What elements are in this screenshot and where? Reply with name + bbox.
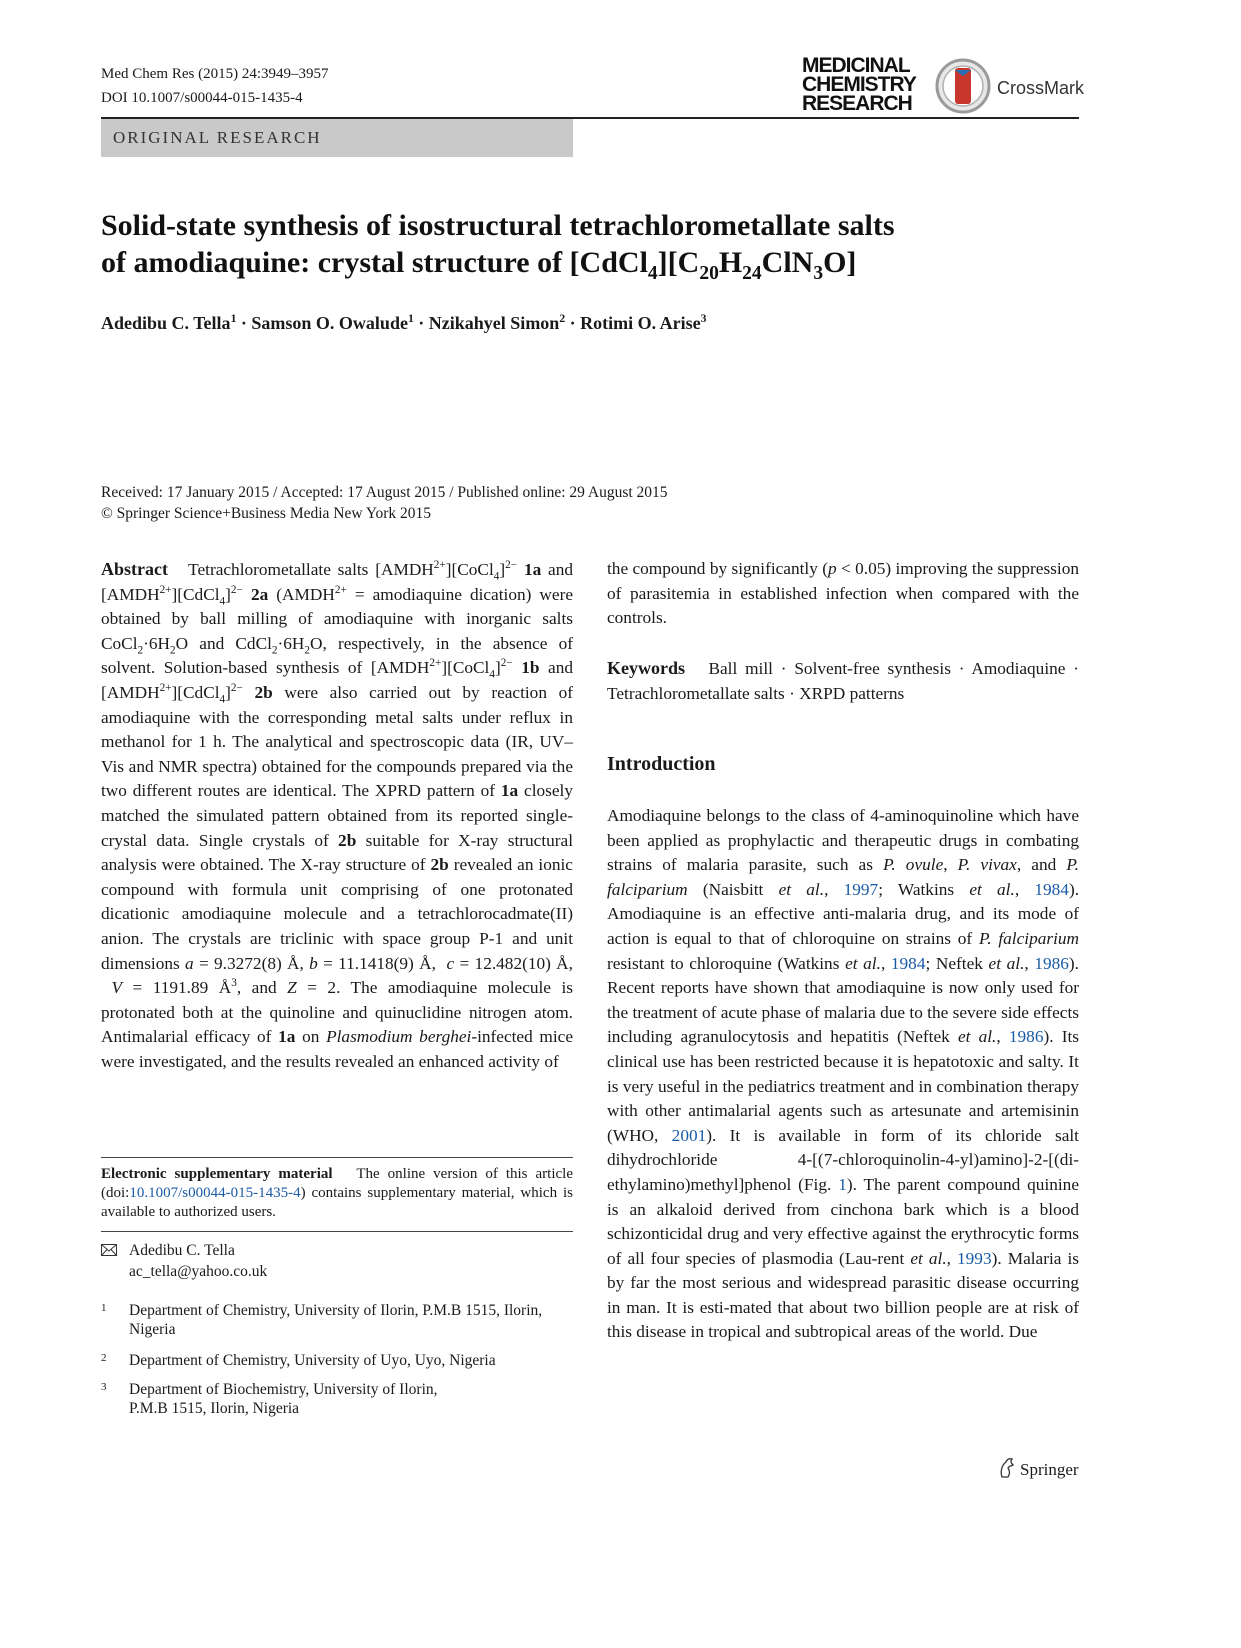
springer-horse-icon [998, 1457, 1016, 1479]
affiliation-1: Department of Chemistry, University of Ilorin, P.M.B 1515, Ilorin, Nigeria [129, 1302, 543, 1338]
crossmark-label[interactable]: CrossMark [997, 78, 1085, 98]
author-email[interactable]: ac_tella@yahoo.co.uk [129, 1263, 268, 1280]
introduction-heading: Introduction [607, 753, 716, 775]
affiliation-number: 1 [101, 1302, 107, 1314]
copyright-line: © Springer Science+Business Media New York 2015 [101, 505, 432, 522]
publisher-name: Springer [1020, 1460, 1079, 1479]
footnote-rule-2 [101, 1231, 573, 1232]
affiliation-2: Department of Chemistry, University of Uyo, Uyo, Nigeria [129, 1352, 496, 1369]
journal-logo: MEDICINAL CHEMISTRY RESEARCH [802, 54, 916, 115]
affiliation-number: 3 [101, 1381, 107, 1393]
journal-doi: DOI 10.1007/s00044-015-1435-4 [101, 90, 303, 106]
section-label: ORIGINAL RESEARCH [113, 128, 322, 147]
envelope-icon [101, 1243, 117, 1255]
abstract-heading: Abstract [101, 559, 168, 579]
affiliation-number: 2 [101, 1352, 107, 1364]
section-band [101, 119, 573, 157]
introduction-body: Amodiaquine belongs to the class of 4-aminoquinoline which have been applied as prophylactic and therapeutic drugs in combating strains of malaria parasite, such as P. ovule, P. vivax, and P. falciparium (Naisbitt et al., 1997; Watkins et al., 1984). Amodiaquine is an effective anti-malaria drug, and its mode of action is equal to that of chloroquine on strains of P. falciparium resistant to chloroquine (Watkins et al., 1984; Neftek et al., 1986). Recent reports have shown that amodiaquine is now only used for the treatment of acute phase of malaria due to the severe side effects including agranulocytosis and hepatitis (Neftek et al., 1986). Its clinical use has been restricted because it is hepatotoxic and salty. It is very useful in the pediatrics treatment and in combination therapy with other antimalarial agents such as artesunate and artemisinin (WHO, 2001). It is available in form of its chloride salt dihydrochloride 4-[(7-chloroquinolin-4-yl)amino]-2-[(di-ethylamino)methyl]phenol (Fig. 1). The parent compound quinine is an alkaloid derived from cinchona bark which is a blood schizonticidal drug and very effective against the erythrocytic forms of all four species of plasmodia (Lau-rent et al., 1993). Malaria is by far the most serious and widespread parasitic disease occurring in man. It is esti-mated that about two billion people are at risk of this disease in tropical and subtropical areas of the world. Due [607, 806, 1080, 1342]
journal-citation: Med Chem Res (2015) 24:3949–3957 [101, 66, 329, 82]
keywords-heading: Keywords [607, 658, 685, 678]
abstract-block: Abstract Tetrachlorometallate salts $[AMDH^{2+}][CoCl_4]^{2-}$ 1a and $[AMDH^{2+}][CdCl_4]^{2-}$ 2a ($AMDH^{2+}$ = amodiaquine dication) were obtained by ball milling of amodiaquine with inorganic salts $CoCl_2\cdot 6H_2O$ and $CdCl_2\cdot 6H_2O$, respectively, in the absence of solvent. Solution-based synthesis of $[AMDH^{2+}][CoCl_4]^{2-}$ 1b and $[AMDH^{2+}][CdCl_4]^{2-}$ 2b were also carried out by reaction of amodiaquine with the corresponding metal salts under reflux in methanol for 1 h. The analytical and spectroscopic data (IR, UV–Vis and NMR spectra) obtained for the compounds prepared via the two different routes are identical. The XPRD pattern of 1a closely matched the simulated pattern obtained from its reported single-crystal data. Single crystals of 2b suitable for X-ray structural analysis were obtained. The X-ray structure of 2b revealed an ionic compound with formula unit comprising of one protonated dicationic amodiaquine molecule and a tetrachlorocadmate(II) anion. The crystals are triclinic with space group P-1 and unit dimensions a = 9.3272(8) Å, b = 11.1418(9) Å, c = 12.482(10) Å, V = 1191.89 $Å^3$, and Z = 2. The amodiaquine molecule is protonated both at the quinoline and quinuclidine nitrogen atom. Antimalarial efficacy of 1a on Plasmodium berghei-infected mice were investigated, and the results revealed an enhanced activity of [101, 559, 574, 1071]
article-title: Solid-state synthesis of isostructural tetrachlorometallate salts of amodiaquine: crystal structure of $[CdCl_4][C_{20}H_{24}ClN_3O]$ [101, 209, 895, 284]
footnote-rule [101, 1157, 573, 1158]
author-list: Adedibu C. Tella$^1$ · Samson O. Owalude$^1$ · Nzikahyel Simon$^2$ · Rotimi O. Arise$^3$ [101, 312, 707, 333]
keywords-block [607, 656, 1079, 706]
keywords-list: Ball mill · Solvent-free synthesis · Amodiaquine · Tetrachlorometallate salts · XRPD patterns [607, 659, 1080, 703]
esm-note: Electronic supplementary material The online version of this article (doi:10.1007/s00044-015-1435-4) contains supplementary material, which is available to authorized users. [101, 1166, 573, 1220]
article-dates: Received: 17 January 2015 / Accepted: 17 August 2015 / Published online: 29 August 2015 [101, 484, 668, 501]
affiliation-3: Department of Biochemistry, University of Ilorin, P.M.B 1515, Ilorin, Nigeria [129, 1381, 438, 1417]
abstract-continued: the compound by significantly (p < 0.05) improving the suppression of parasitemia in established infection when compared with the controls. [607, 559, 1079, 628]
corresponding-author: Adedibu C. Tella [129, 1242, 235, 1259]
esm-doi-link[interactable]: 10.1007/s00044-015-1435-4 [129, 1185, 301, 1201]
crossmark-icon[interactable] [935, 58, 991, 114]
